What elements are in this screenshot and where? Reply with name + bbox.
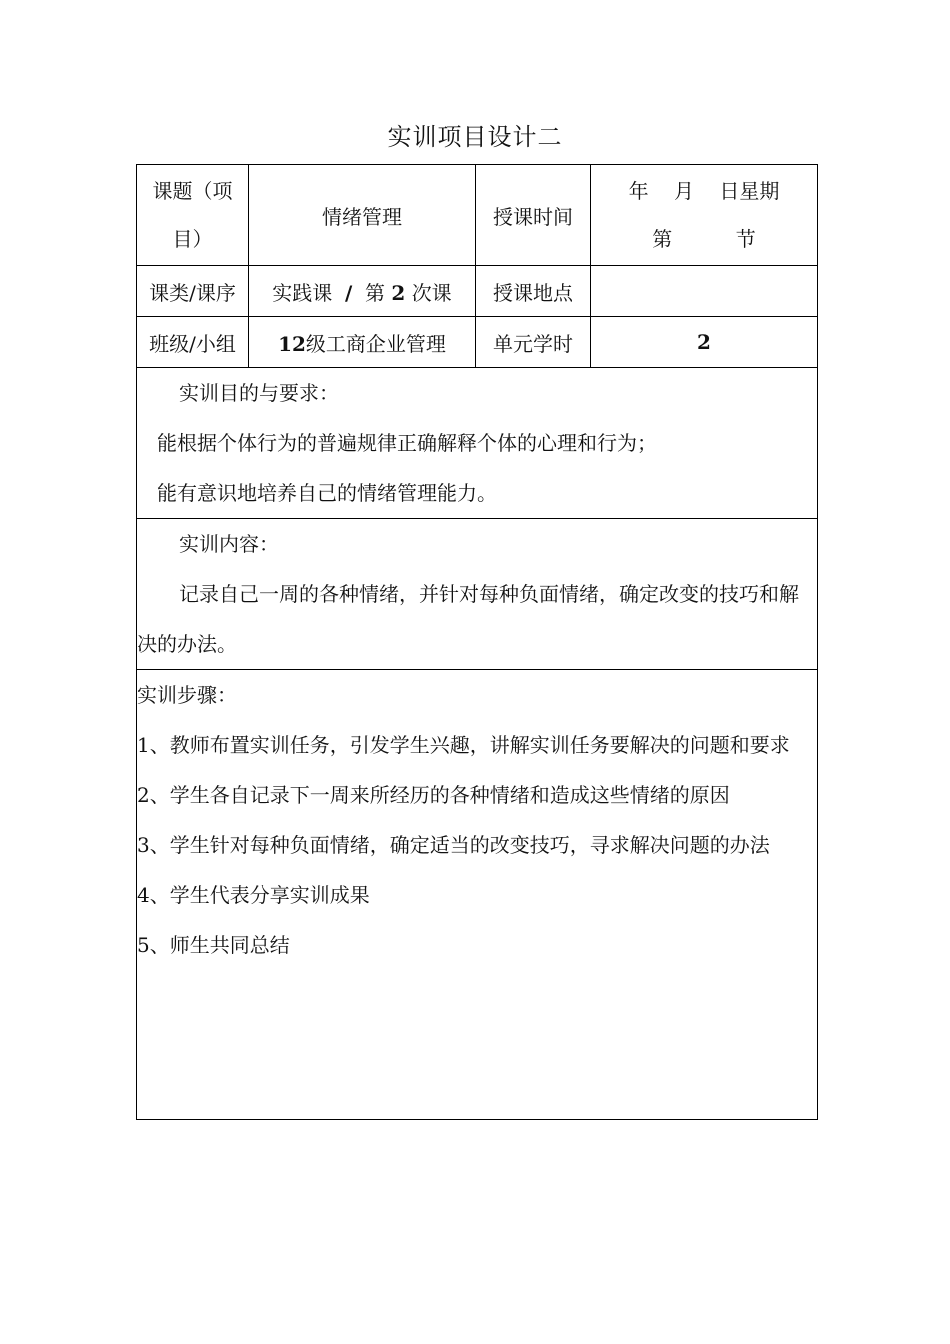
steps-row [137,670,818,1120]
document-title: 实训项目设计二 [387,123,563,151]
type-label: 课类/课序 [137,266,249,317]
objectives-heading: 实训目的与要求： [179,381,339,405]
time-period-line: 第 节 [652,227,756,251]
hours-value: 2 [591,317,818,368]
place-label: 授课地点 [476,266,591,317]
place-value [591,266,818,317]
steps-heading: 实训步骤： [137,683,237,707]
step-item: 3、学生针对每种负面情绪，确定适当的改变技巧，寻求解决问题的办法 [137,833,770,857]
type-value-suffix: 次课 [411,280,452,305]
steps-cell [137,670,818,1120]
topic-row [137,165,818,266]
topic-label-line2: 目） [172,227,213,251]
step-item: 4、学生代表分享实训成果 [137,883,370,907]
step-item: 1、教师布置实训任务，引发学生兴趣，讲解实训任务要解决的问题和要求 [137,733,790,757]
time-value-cell [591,165,818,266]
content-heading: 实训内容： [179,532,279,556]
topic-label-cell [137,165,249,266]
content-text: 记录自己一周的各种情绪，并针对每种负面情绪，确定改变的技巧和解决的办法。 [137,582,799,656]
objectives-cell [137,368,818,519]
type-value-num: 2 [391,280,406,305]
time-date-line: 年 月 日星期 [628,179,780,203]
type-value-sep: / [345,280,353,305]
time-label: 授课时间 [476,165,591,266]
class-value-text: 级工商企业管理 [305,331,446,356]
topic-label-line1: 课题（项 [152,179,233,203]
class-value [249,317,476,368]
type-value [249,266,476,317]
type-value-kind: 实践课 [272,280,333,305]
type-value-prefix: 第 [365,280,386,305]
step-item: 5、师生共同总结 [137,933,290,957]
content-row [137,519,818,670]
objective-item: 能有意识地培养自己的情绪管理能力。 [157,481,497,505]
class-row [137,317,818,368]
lesson-plan-table [136,164,818,1120]
type-row [137,266,818,317]
content-cell [137,519,818,670]
class-value-num: 12 [278,331,306,356]
step-item: 2、学生各自记录下一周来所经历的各种情绪和造成这些情绪的原因 [137,783,730,807]
objective-item: 能根据个体行为的普遍规律正确解释个体的心理和行为； [157,431,657,455]
hours-label: 单元学时 [476,317,591,368]
topic-value: 情绪管理 [249,165,476,266]
objectives-row [137,368,818,519]
class-label: 班级/小组 [137,317,249,368]
